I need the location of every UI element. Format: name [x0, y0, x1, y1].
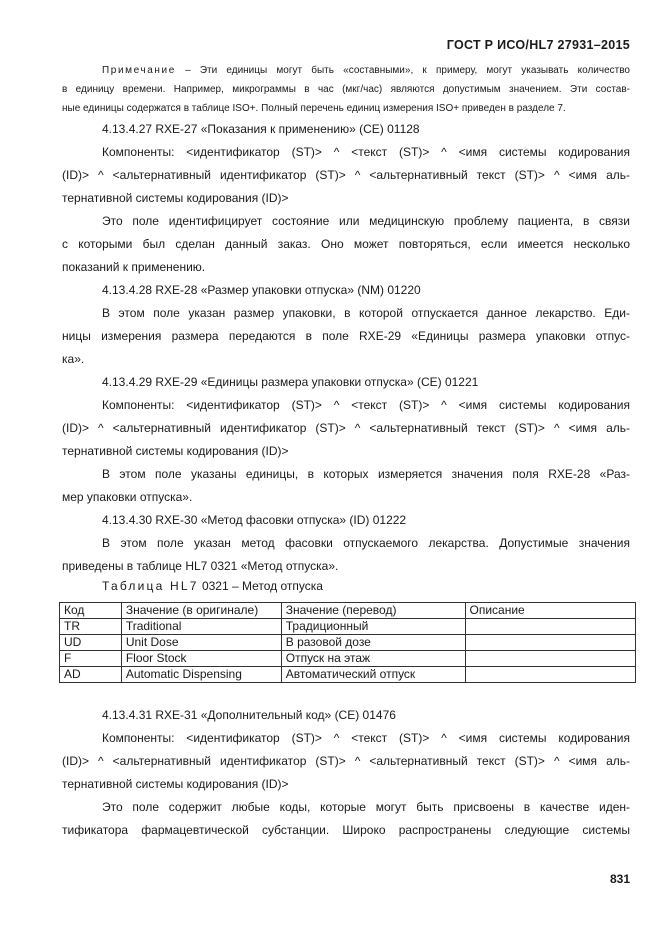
table-cell: [465, 619, 636, 635]
table-cell: В разовой дозе: [281, 635, 465, 651]
paragraph-line: В этом поле указан размер упаковки, в которой отпускается данное лекарство. Еди-: [102, 306, 630, 320]
paragraph-line: Компоненты: <идентификатор (ST)> ^ <текст (ST)> ^ <имя системы кодирования: [102, 731, 630, 745]
table-row: [60, 651, 636, 667]
paragraph-line: приведены в таблице HL7 0321 «Метод отпуска».: [62, 559, 339, 573]
column-header: Код: [60, 603, 122, 619]
table-row: [60, 635, 636, 651]
section-rxe-30: [62, 509, 630, 578]
paragraph-line: тернативной системы кодирования (ID)>: [62, 777, 289, 791]
hl7-0321-table: [59, 602, 636, 683]
paragraph-line: Это поле идентифицирует состояние или медицинскую проблему пациента, в связи: [102, 214, 630, 228]
section-heading: 4.13.4.29 RXE-29 «Единицы размера упаковки отпуска» (CE) 01221: [102, 375, 479, 389]
table-cell: Unit Dose: [121, 635, 281, 651]
table-caption: [102, 579, 323, 593]
table-cell: Automatic Dispensing: [121, 667, 281, 683]
paragraph-line: показаний к применению.: [62, 260, 206, 274]
paragraph-line: (ID)> ^ <альтернативный идентификатор (ST)> ^ <альтернативный текст (ST)> ^ <имя аль-: [62, 754, 630, 768]
table-row: [60, 667, 636, 683]
section-rxe-29: [62, 371, 630, 509]
table-cell: Floor Stock: [121, 651, 281, 667]
table-cell: TR: [60, 619, 122, 635]
section-heading: 4.13.4.27 RXE-27 «Показания к применению» (CE) 01128: [102, 122, 420, 136]
table-cell: UD: [60, 635, 122, 651]
table-header-row: [60, 603, 636, 619]
table-cell: Traditional: [121, 619, 281, 635]
document-header: ГОСТ Р ИСО/HL7 27931–2015: [446, 38, 630, 52]
table-row: [60, 619, 636, 635]
paragraph-line: (ID)> ^ <альтернативный идентификатор (ST)> ^ <альтернативный текст (ST)> ^ <имя аль-: [62, 421, 630, 435]
section-heading: 4.13.4.31 RXE-31 «Дополнительный код» (CE) 01476: [102, 708, 396, 722]
paragraph-line: тификатора фармацевтической субстанции. Широко распространены следующие системы: [62, 823, 630, 837]
table-cell: F: [60, 651, 122, 667]
table-cell: AD: [60, 667, 122, 683]
section-heading: 4.13.4.28 RXE-28 «Размер упаковки отпуска» (NM) 01220: [102, 283, 421, 297]
column-header: Значение (перевод): [281, 603, 465, 619]
paragraph-line: с которыми был сделан данный заказ. Оно может повторяться, если имеется несколько: [62, 237, 630, 251]
paragraph-line: Компоненты: <идентификатор (ST)> ^ <текст (ST)> ^ <имя системы кодирования: [102, 398, 630, 412]
note-block: [62, 61, 630, 118]
note-line: Примечание – Эти единицы могут быть «составными», к примеру, могут указывать количество: [102, 65, 630, 76]
column-header: Значение (в оригинале): [121, 603, 281, 619]
section-heading: 4.13.4.30 RXE-30 «Метод фасовки отпуска» (ID) 01222: [102, 513, 407, 527]
table-cell: [465, 635, 636, 651]
section-rxe-28: [62, 279, 630, 371]
paragraph-line: ка».: [62, 352, 85, 366]
table-caption-label: Таблица HL7: [102, 579, 199, 593]
table-cell: [465, 667, 636, 683]
table-caption-title: 0321 – Метод отпуска: [198, 579, 323, 593]
page-number: 831: [609, 872, 630, 886]
note-label: Примечание: [102, 65, 176, 76]
table-cell: Автоматический отпуск: [281, 667, 465, 683]
table-cell: Традиционный: [281, 619, 465, 635]
paragraph-line: тернативной системы кодирования (ID)>: [62, 444, 289, 458]
paragraph-line: (ID)> ^ <альтернативный идентификатор (ST)> ^ <альтернативный текст (ST)> ^ <имя аль-: [62, 168, 630, 182]
paragraph-line: мер упаковки отпуска».: [62, 490, 193, 504]
table-cell: Отпуск на этаж: [281, 651, 465, 667]
paragraph-line: Компоненты: <идентификатор (ST)> ^ <текст (ST)> ^ <имя системы кодирования: [102, 145, 630, 159]
note-line: ные единицы содержатся в таблице ISO+. Полный перечень единиц измерения ISO+ приведен в разделе 7.: [62, 103, 566, 114]
section-rxe-27: [62, 118, 630, 279]
paragraph-line: Это поле содержит любые коды, которые могут быть присвоены в качестве иден-: [102, 800, 630, 814]
paragraph-line: В этом поле указан метод фасовки отпускаемого лекарства. Допустимые значения: [102, 536, 630, 550]
paragraph-line: ницы измерения размера передаются в поле RXE-29 «Единицы размера упаковки отпус-: [62, 329, 630, 343]
paragraph-line: В этом поле указаны единицы, в которых измеряется значения поля RXE-28 «Раз-: [102, 467, 630, 481]
paragraph-line: тернативной системы кодирования (ID)>: [62, 191, 289, 205]
section-rxe-31: [62, 704, 630, 842]
note-line: в единицу времени. Например, микрограммы в час (мкг/час) являются допустимым значением. Эти состав-: [62, 84, 630, 95]
column-header: Описание: [465, 603, 636, 619]
table-cell: [465, 651, 636, 667]
